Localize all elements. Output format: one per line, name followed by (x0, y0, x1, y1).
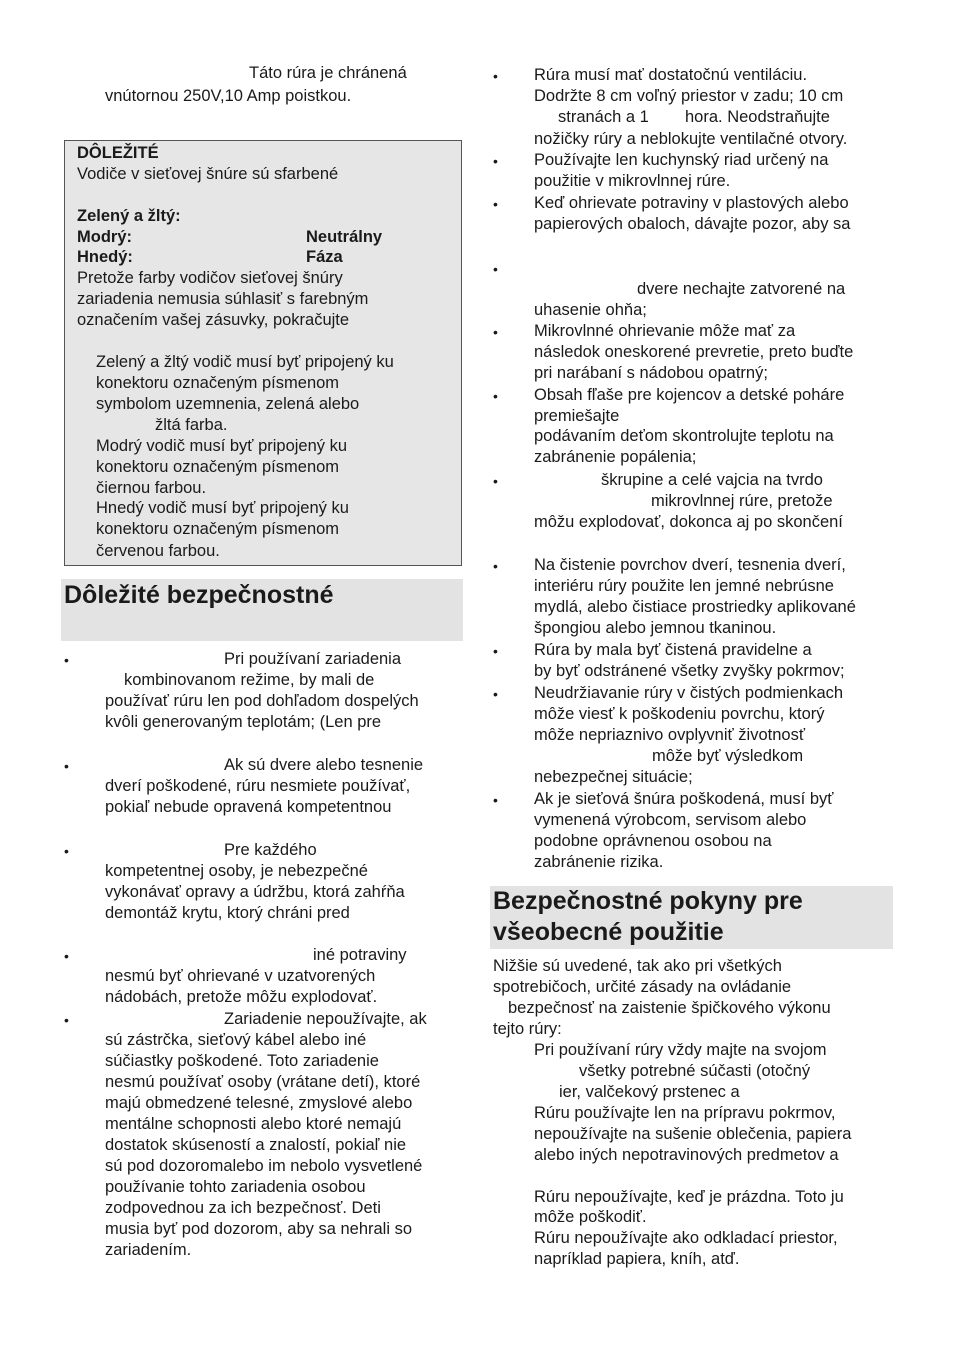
wiring-rule-line: Hnedý vodič musí byť pripojený ku (96, 499, 349, 517)
bullet-icon: • (64, 652, 69, 668)
bullet-icon: • (493, 388, 498, 404)
bullet-icon: • (493, 792, 498, 808)
usage-item-line: napríklad papiera, kníh, atď. (534, 1250, 740, 1268)
section-heading-line: Bezpečnostné pokyny pre (493, 887, 803, 915)
wiring-rule-line: Zelený a žltý vodič musí byť pripojený ku (96, 353, 394, 371)
bullet-icon: • (64, 843, 69, 859)
important-para-line: Pretože farby vodičov sieťovej šnúry (77, 269, 343, 287)
list-item-line: Na čistenie povrchov dverí, tesnenia dverí, (534, 556, 846, 574)
list-item-line: vykonávať opravy a údržbu, ktorá zahŕňa (105, 883, 405, 901)
list-item-line: zabránenie popálenia; (534, 448, 697, 466)
bullet-icon: • (493, 686, 498, 702)
usage-item-line: všetky potrebné súčasti (otočný (579, 1062, 811, 1080)
list-item-line: následok oneskorené prevretie, preto buďte (534, 343, 854, 361)
list-item-line: zodpovednou za ich bezpečnosť. Deti (105, 1199, 381, 1217)
bullet-icon: • (64, 948, 69, 964)
list-item-line: použitie v mikrovlnnej rúre. (534, 172, 731, 190)
bullet-icon: • (493, 261, 498, 277)
wiring-rule-line: konektoru označeným písmenom (96, 458, 340, 476)
fuse-note-line-1: Táto rúra je chránená (249, 64, 407, 82)
list-item-line: majú obmedzené telesné, zmyslové alebo (105, 1094, 413, 1112)
usage-item-line: môže poškodiť. (534, 1208, 647, 1226)
section-intro-line: bezpečnosť na zaistenie špičkového výkonu (508, 999, 831, 1017)
list-item-line: dostatok skúseností a znalostí, pokiaľ nie (105, 1136, 407, 1154)
bullet-icon: • (493, 196, 498, 212)
wiring-rule-line: čiernou farbou. (96, 479, 207, 497)
list-item-line: mydlá, alebo čistiace prostriedky aplikované (534, 598, 856, 616)
wiring-rule-line: symbolom uzemnenia, zelená alebo (96, 395, 360, 413)
wiring-rule-line: Modrý vodič musí byť pripojený ku (96, 437, 348, 455)
usage-item-line: ier, valčekový prstenec a (559, 1083, 740, 1101)
bullet-icon: • (64, 758, 69, 774)
list-item-line: dverí poškodené, rúru nesmiete používať, (105, 777, 411, 795)
list-item-line: iné potraviny (313, 946, 407, 964)
bullet-icon: • (493, 68, 498, 84)
wiring-rule-line: červenou farbou. (96, 542, 220, 560)
list-item-line: škrupine a celé vajcia na tvrdo (601, 471, 823, 489)
list-item-line: nádobách, pretože môžu explodovať. (105, 988, 378, 1006)
usage-item-line: Rúru nepoužívajte ako odkladací priestor, (534, 1229, 838, 1247)
list-item-line: musia byť pod dozorom, aby sa nehrali so (105, 1220, 413, 1238)
usage-item-line: Rúru nepoužívajte, keď je prázdna. Toto ju (534, 1188, 844, 1206)
wiring-rule-line: konektoru označeným písmenom (96, 374, 340, 392)
list-item-line: súčiastky poškodené. Toto zariadenie (105, 1052, 379, 1070)
list-item-line: Používajte len kuchynský riad určený na (534, 151, 829, 169)
list-item-line: Rúra by mala byť čistená pravidelne a (534, 641, 812, 659)
list-item-line: Zariadenie nepoužívajte, ak (224, 1010, 427, 1028)
list-item-line: papierových obaloch, dávajte pozor, aby sa (534, 215, 851, 233)
section-intro-line: spotrebičoch, určité zásady na ovládanie (493, 978, 792, 996)
important-para-line: zariadenia nemusia súhlasiť s farebným (77, 290, 369, 308)
list-item-line: Pre každého (224, 841, 317, 859)
list-item-line: Pri používaní zariadenia (224, 650, 402, 668)
list-item-line: mentálne schopnosti alebo ktoré nemajú (105, 1115, 402, 1133)
list-item-line: pokiaľ nebude opravená kompetentnou (105, 798, 392, 816)
section-intro-line: tejto rúry: (493, 1020, 562, 1038)
list-item-line: môže nepriaznivo ovplyvniť životnosť (534, 726, 806, 744)
list-item-line: nesmú používať osoby (vrátane detí), ktoré (105, 1073, 421, 1091)
section-intro-line: Nižšie sú uvedené, tak ako pri všetkých (493, 957, 782, 975)
important-para-line: označením vašej zásuvky, pokračujte (77, 311, 350, 329)
list-item-line: sú pod dozoromalebo im nebolo vysvetlené (105, 1157, 423, 1175)
list-item-line: premiešajte (534, 407, 620, 425)
list-item-line: Mikrovlnné ohrievanie môže mať za (534, 322, 796, 340)
usage-item-line: Rúru používajte len na prípravu pokrmov, (534, 1104, 836, 1122)
blue-label: Modrý: (77, 228, 132, 246)
list-item-line: nebezpečnej situácie; (534, 768, 693, 786)
list-item-line: Ak je sieťová šnúra poškodená, musí byť (534, 790, 834, 808)
list-item-line: môžu explodovať, dokonca aj po skončení (534, 513, 843, 531)
list-item-line: používať rúru len pod dohľadom dospelých (105, 692, 419, 710)
usage-item-line: nepoužívajte na sušenie oblečenia, papiera (534, 1125, 852, 1143)
bullet-icon: • (493, 643, 498, 659)
section-heading: Dôležité bezpečnostné (64, 581, 334, 609)
list-item-line: Dodržte 8 cm voľný priestor v zadu; 10 cm (534, 87, 844, 105)
bullet-icon: • (493, 324, 498, 340)
list-item-line: mikrovlnnej rúre, pretože (651, 492, 833, 510)
list-item-line: sú zástrčka, sieťový kábel alebo iné (105, 1031, 367, 1049)
bullet-icon: • (493, 153, 498, 169)
list-item-line: podobne oprávnenou osobou na (534, 832, 772, 850)
list-item-line: kvôli generovaným teplotám; (Len pre (105, 713, 382, 731)
list-item-line: zariadením. (105, 1241, 192, 1259)
list-item-line: by byť odstránené všetky zvyšky pokrmov; (534, 662, 845, 680)
list-item-line: môže byť výsledkom (652, 747, 804, 765)
list-item-line: podávaním deťom skontrolujte teplotu na (534, 427, 834, 445)
brown-value: Fáza (306, 248, 343, 266)
bullet-icon: • (64, 1012, 69, 1028)
list-item-line: Keď ohrievate potraviny v plastových alebo (534, 194, 849, 212)
list-item-line: nožičky rúry a neblokujte ventilačné otvory. (534, 130, 848, 148)
brown-label: Hnedý: (77, 248, 133, 266)
list-item-line: Ak sú dvere alebo tesnenie (224, 756, 424, 774)
list-item-line: používanie tohto zariadenia osobou (105, 1178, 366, 1196)
section-heading-line: všeobecné použitie (493, 918, 724, 946)
list-item-line: špongiou alebo jemnou tkaninou. (534, 619, 777, 637)
list-item-line: nesmú byť ohrievané v uzatvorených (105, 967, 376, 985)
list-item-line: kombinovanom režime, by mali de (124, 671, 375, 689)
list-item-line: Obsah fľaše pre kojencov a detské poháre (534, 386, 845, 404)
list-item-line: Rúra musí mať dostatočnú ventiláciu. (534, 66, 808, 84)
list-item-line: interiéru rúry použite len jemné nebrúsne (534, 577, 834, 595)
list-item-line: demontáž krytu, ktorý chráni pred (105, 904, 350, 922)
fuse-note-line-2: vnútornou 250V,10 Amp poistkou. (105, 87, 352, 105)
list-item-line: vymenená výrobcom, servisom alebo (534, 811, 807, 829)
list-item-line: stranách a 1 (558, 108, 649, 126)
important-title: DÔLEŽITÉ (77, 144, 159, 162)
list-item-line: kompetentnej osoby, je nebezpečné (105, 862, 368, 880)
wiring-rule-line: žltá farba. (155, 416, 228, 434)
bullet-icon: • (493, 558, 498, 574)
usage-item-line: alebo iných nepotravinových predmetov a (534, 1146, 839, 1164)
important-intro: Vodiče v sieťovej šnúre sú sfarbené (77, 165, 339, 183)
list-item-line: môže viesť k poškodeniu povrchu, ktorý (534, 705, 825, 723)
list-item-line: pri narábaní s nádobou opatrný; (534, 364, 768, 382)
list-item-line: Neudržiavanie rúry v čistých podmienkach (534, 684, 844, 702)
list-item-line: dvere nechajte zatvorené na (637, 280, 846, 298)
list-item-line: uhasenie ohňa; (534, 301, 647, 319)
blue-value: Neutrálny (306, 228, 383, 246)
usage-item-line: Pri používaní rúry vždy majte na svojom (534, 1041, 827, 1059)
list-item-line: hora. Neodstraňujte (685, 108, 830, 126)
wiring-rule-line: konektoru označeným písmenom (96, 520, 340, 538)
green-yellow-label: Zelený a žltý: (77, 207, 181, 225)
bullet-icon: • (493, 473, 498, 489)
list-item-line: zabránenie rizika. (534, 853, 664, 871)
